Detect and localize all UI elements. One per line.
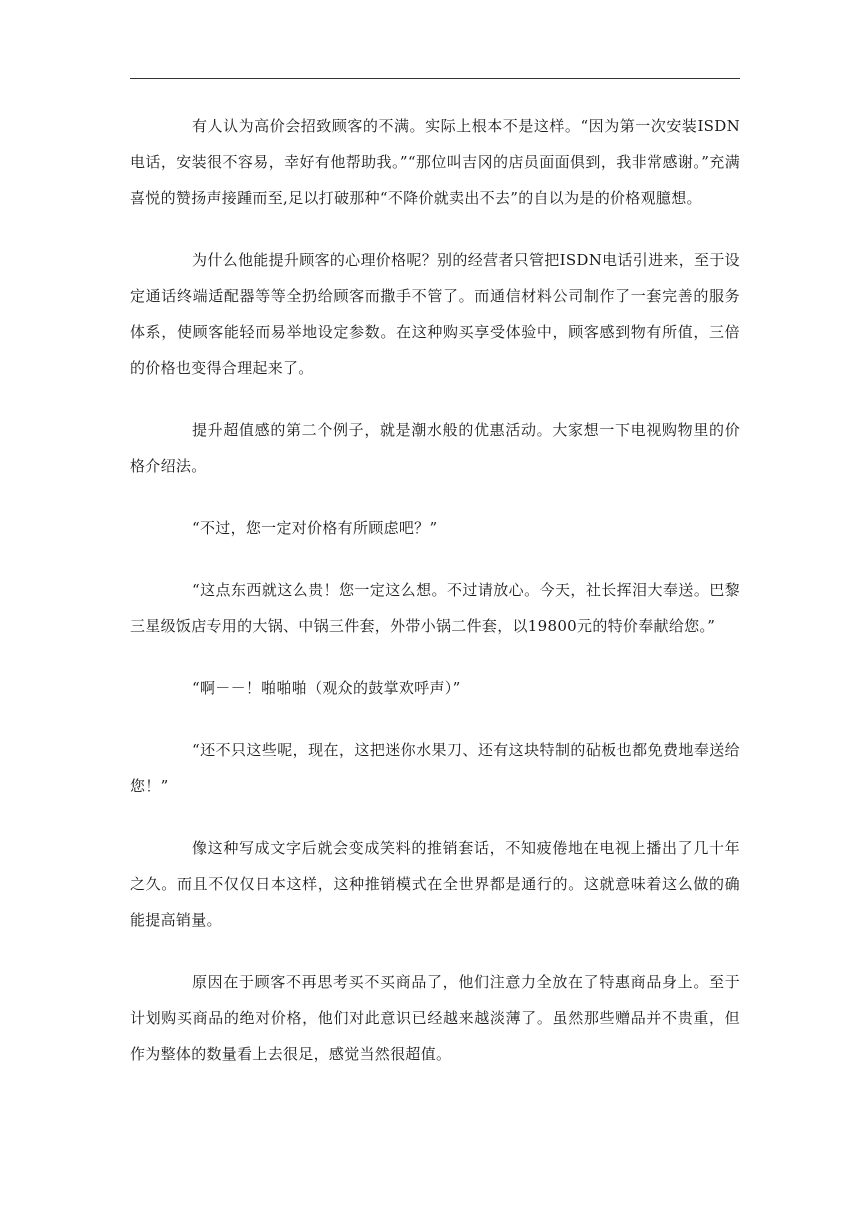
paragraph: 原因在于顾客不再思考买不买商品了，他们注意力全放在了特惠商品身上。至于计划购买商品的绝对价格，他们对此意识已经越来越淡薄了。虽然那些赠品并不贵重，但作为整体的数量看上去很足，感觉当然很超值。 (130, 973, 740, 1063)
paragraph: “啊－－！啪啪啪（观众的鼓掌欢呼声）” (192, 679, 461, 697)
paragraph: “还不只这些呢，现在，这把迷你水果刀、还有这块特制的砧板也都免费地奉送给您！” (130, 741, 740, 795)
document-body (130, 108, 740, 1098)
paragraph: “不过，您一定对价格有所顾虑吧？” (192, 519, 438, 537)
paragraph: 像这种写成文字后就会变成笑料的推销套话，不知疲倦地在电视上播出了几十年之久。而且不仅仅日本这样，这种推销模式在全世界都是通行的。这就意味着这么做的确能提高销量。 (130, 839, 740, 929)
paragraph: 提升超值感的第二个例子，就是潮水般的优惠活动。大家想一下电视购物里的价格介绍法。 (130, 421, 740, 475)
paragraph: 为什么他能提升顾客的心理价格呢？别的经营者只管把ISDN电话引进来，至于设定通话终端适配器等等全扔给顾客而撒手不管了。而通信材料公司制作了一套完善的服务体系，使顾客能轻而易举地设定参数。在这种购买享受体验中，顾客感到物有所值，三倍的价格也变得合理起来了。 (130, 251, 740, 377)
paragraph: “这点东西就这么贵！您一定这么想。不过请放心。今天，社长挥泪大奉送。巴黎三星级饭店专用的大锅、中锅三件套，外带小锅二件套，以19800元的特价奉献给您。” (130, 581, 740, 635)
header-rule (130, 78, 740, 79)
paragraph: 有人认为高价会招致顾客的不满。实际上根本不是这样。“因为第一次安装ISDN电话，安装很不容易，幸好有他帮助我。”“那位叫吉冈的店员面面俱到，我非常感谢。”充满喜悦的赞扬声接踵而至,足以打破那种“不降价就卖出不去”的自以为是的价格观臆想。 (130, 117, 740, 207)
